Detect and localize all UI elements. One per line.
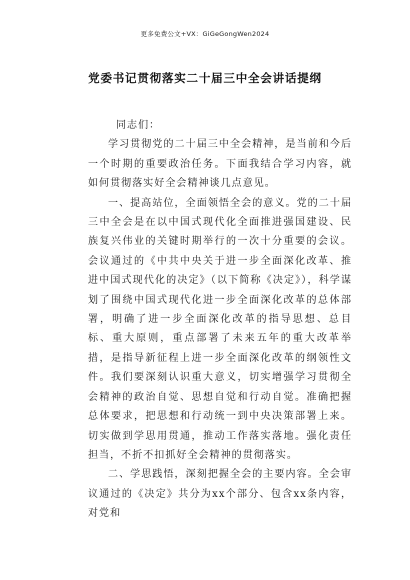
document-body — [88, 116, 352, 524]
header-note: 更多免费公文+VX：GiGeGongWen2024 — [140, 30, 270, 38]
paragraph: 学习贯彻党的二十届三中全会精神，是当前和今后一个时期的重要政治任务。下面我结合学习内容，就如何贯彻落实好全会精神谈几点意见。 — [88, 139, 352, 190]
paragraph: 二、学思践悟，深刻把握全会的主要内容。全会审议通过的《决定》共分为xx个部分、包含xx条内容，对党和 — [88, 469, 352, 520]
document-title: 党委书记贯彻落实二十届三中全会讲话提纲 — [88, 71, 322, 85]
salutation: 同志们： — [116, 120, 161, 131]
paragraph: 一、提高站位，全面领悟全会的意义。党的二十届三中全会是在以中国式现代化全面推进强国建设、民族复兴伟业的关键时期举行的一次十分重要的会议。会议通过的《中共中央关于进一步全面深化改革、推进中国式现代化的决定》（以下简称《决定》），科学谋划了围绕中国式现代化进一步全面深化改革的总体部署，明确了进一步全面深化改革的指导思想、总目标、重大原则，重点部署了未来五年的重大改革举措，是指导新征程上进一步全面深化改革的纲领性文件。我们要深刻认识重大意义，切实增强学习贯彻全会精神的政治自觉、思想自觉和行动自觉。准确把握总体要求，把思想和行动统一到中央决策部署上来。切实做到学思用贯通，推动工作落实落地。强化责任担当，不折不扣抓好全会精神的贯彻落实。 — [88, 197, 352, 461]
